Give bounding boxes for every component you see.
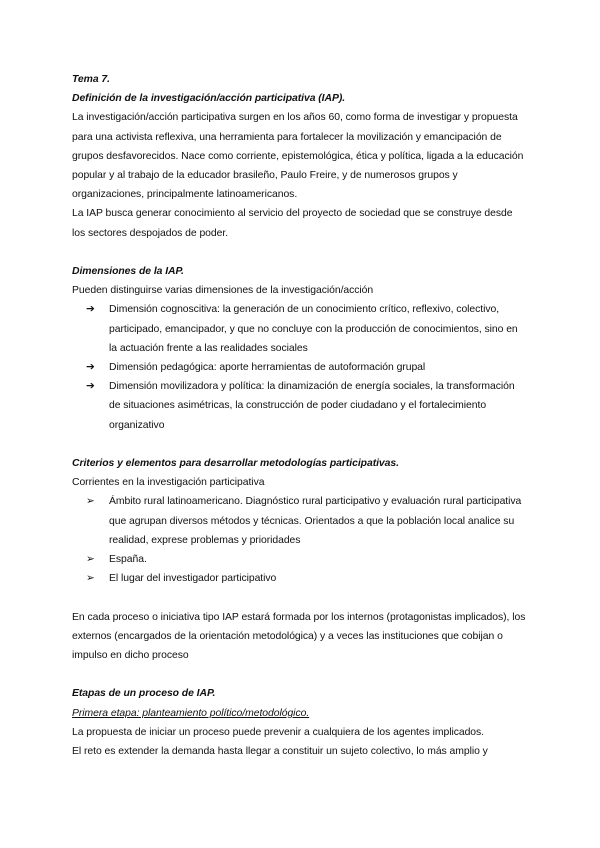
triangle-bullet-icon: ➢ bbox=[86, 572, 95, 585]
criteria-rural: Ámbito rural latinoamericano. Diagnóstico rural participativo y evaluación rural participativa que agrupan diversos métodos y técnicas. Orientados a que la población local analice su realidad, exprese problemas y prioridades bbox=[109, 496, 522, 546]
list-item bbox=[72, 300, 528, 358]
topic-title: Tema 7. bbox=[72, 74, 110, 85]
dimension-pedagogical: Dimensión pedagógica: aporte herramientas de autoformación grupal bbox=[109, 362, 426, 374]
criteria-intro: Corrientes en la investigación participativa bbox=[72, 477, 265, 489]
arrow-bullet-icon: ➔ bbox=[86, 303, 95, 316]
criteria-list bbox=[72, 492, 528, 588]
definition-heading: Definición de la investigación/acción participativa (IAP). bbox=[72, 93, 346, 105]
stage1-heading: Primera etapa: planteamiento político/metodológico. bbox=[72, 707, 310, 719]
stages-heading: Etapas de un proceso de IAP. bbox=[72, 688, 216, 700]
criteria-spain: España. bbox=[109, 554, 147, 566]
dimension-political: Dimensión movilizadora y política: la dinamización de energía sociales, la transformación de situaciones asimétricas, la construcción de poder ciudadano y el fortalecimiento organizativo bbox=[109, 381, 515, 431]
definition-paragraph-2: La IAP busca generar conocimiento al servicio del proyecto de sociedad que se construye desde los sectores despojados de poder. bbox=[72, 208, 513, 239]
triangle-bullet-icon: ➢ bbox=[86, 495, 95, 508]
spacer bbox=[72, 665, 528, 684]
spacer bbox=[72, 435, 528, 454]
document-body bbox=[72, 70, 528, 761]
dimensions-list bbox=[72, 300, 528, 434]
stage1-paragraph-2: El reto es extender la demanda hasta llegar a constituir un sujeto colectivo, lo más amplio y bbox=[72, 746, 488, 758]
definition-paragraph-1: La investigación/acción participativa surgen en los años 60, como forma de investigar y propuesta para una activista reflexiva, una herramienta para fortalecer la movilización y emancipación de grupos desfavorecidos. Nace como corriente, epistemológica, ética y política, ligada a la educación popular y al trabajo de la educador brasileño, Paulo Freire, y de numerosos grupos y organizaciones, principalmente latinoamericanos. bbox=[72, 112, 524, 201]
criteria-researcher: El lugar del investigador participativo bbox=[109, 573, 277, 585]
stage1-paragraph-1: La propuesta de iniciar un proceso puede prevenir a cualquiera de los agentes implicados. bbox=[72, 726, 485, 738]
list-item bbox=[72, 377, 528, 435]
dimensions-heading: Dimensiones de la IAP. bbox=[72, 266, 184, 278]
list-item bbox=[72, 550, 528, 569]
process-paragraph: En cada proceso o iniciativa tipo IAP estará formada por los internos (protagonistas implicados), los externos (encargados de la orientación metodológica) y a veces las instituciones que cobijan o impulso en dicho proceso bbox=[72, 611, 526, 662]
dimensions-intro: Pueden distinguirse varias dimensiones de la investigación/acción bbox=[72, 285, 374, 297]
triangle-bullet-icon: ➢ bbox=[86, 553, 95, 566]
spacer bbox=[72, 243, 528, 262]
spacer bbox=[72, 588, 528, 607]
arrow-bullet-icon: ➔ bbox=[86, 380, 95, 393]
dimension-cognitive: Dimensión cognoscitiva: la generación de un conocimiento crítico, reflexivo, colectivo, participado, emancipador, y que no concluye con la producción de conocimientos, sino en la actuación frente a las realidades sociales bbox=[109, 304, 518, 354]
list-item bbox=[72, 358, 528, 377]
list-item bbox=[72, 492, 528, 550]
list-item bbox=[72, 569, 528, 588]
criteria-heading: Criterios y elementos para desarrollar metodologías participativas. bbox=[72, 458, 399, 470]
arrow-bullet-icon: ➔ bbox=[86, 361, 95, 374]
